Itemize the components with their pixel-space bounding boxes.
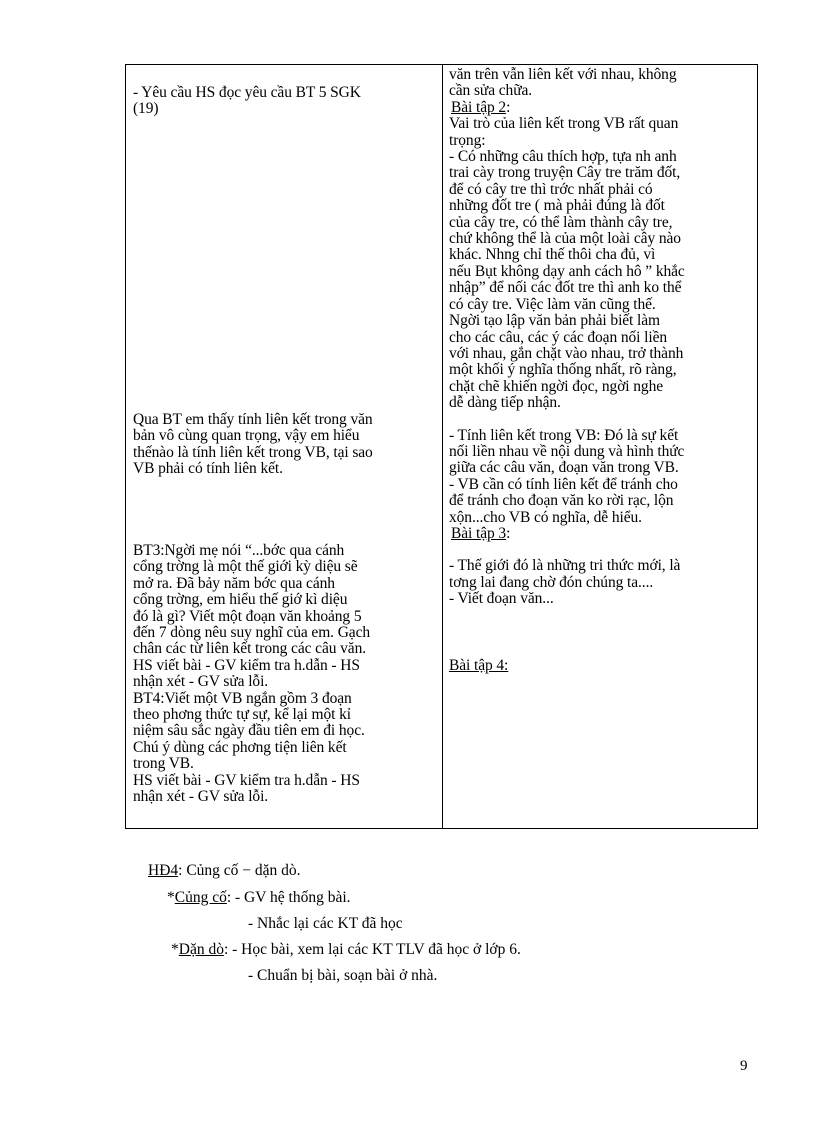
text-line: những đốt tre ( mà phải đúng là đốt bbox=[449, 197, 665, 215]
text-line: - Viết đoạn văn... bbox=[449, 590, 554, 608]
page-number: 9 bbox=[740, 1058, 748, 1074]
text-line: nhận xét - GV sửa lỗi. bbox=[133, 673, 269, 691]
right-block-1 bbox=[449, 67, 754, 100]
text-line: có cây tre. Việc làm văn cũng thế. bbox=[449, 295, 656, 313]
text-line: Vai trò của liên kết trong VB rất quan bbox=[449, 115, 679, 133]
hd4-text: : Củng cố − dặn dò. bbox=[178, 862, 301, 879]
bt2-heading-line bbox=[449, 100, 754, 116]
hd4-label: HĐ4 bbox=[148, 862, 179, 879]
text-line: Qua BT em thấy tính liên kết trong văn bbox=[133, 411, 373, 428]
left-block-1 bbox=[133, 85, 435, 118]
left-block-2 bbox=[133, 412, 435, 478]
text-line: với nhau, gắn chặt vào nhau, trở thành bbox=[449, 344, 684, 362]
text-line: - Có những câu thích hợp, tựa nh anh bbox=[449, 148, 677, 166]
text-line: để có cây tre thì trớc nhất phải có bbox=[449, 180, 653, 198]
text-line: nối liền nhau về nội dung và hình thức bbox=[449, 442, 685, 460]
text-line: trọng: bbox=[449, 131, 486, 149]
text-line: BT4:Viết một VB ngắn gồm 3 đoạn bbox=[133, 689, 352, 707]
cungco-label: Củng cố bbox=[174, 889, 227, 906]
text-line: cổng trờng là một thế giới kỳ diệu sẽ bbox=[133, 558, 358, 576]
text-line: nhập” để nối các đốt tre thì anh ko thể bbox=[449, 279, 682, 297]
text-line: (19) bbox=[133, 100, 159, 118]
text-line: xộn...cho VB có nghĩa, dễ hiểu. bbox=[449, 508, 642, 526]
bt3-heading: Bài tập 3 bbox=[451, 524, 507, 542]
text-line: giữa các câu văn, đoạn văn trong VB. bbox=[449, 459, 679, 477]
text-line: - Thế giới đó là những tri thức mới, là bbox=[449, 557, 681, 575]
danho-line bbox=[171, 940, 521, 959]
text-line: cần sửa chữa. bbox=[449, 82, 533, 100]
text-line: chân các từ liên kết trong các câu văn. bbox=[133, 640, 367, 658]
text-line: thếnào là tính liên kết trong VB, tại sao bbox=[133, 443, 373, 461]
spacer bbox=[449, 542, 754, 558]
text-line: để tránh cho đoạn văn ko rời rạc, lộn bbox=[449, 492, 674, 510]
text-line: nhận xét - GV sửa lỗi. bbox=[133, 788, 269, 806]
text-line: khác. Nhng chỉ thế thôi cha đủ, vì bbox=[449, 246, 656, 264]
danho-text: : - Học bài, xem lại các KT TLV đã học ở lớp 6. bbox=[223, 941, 521, 958]
lesson-table bbox=[125, 64, 758, 829]
text-line: mở ra. Đã bảy năm bớc qua cánh bbox=[133, 574, 335, 592]
text-line: nếu Bụt không dạy anh cách hô ” khắc bbox=[449, 262, 685, 280]
bt2-colon: : bbox=[506, 98, 511, 116]
danho-line-2: - Chuẩn bị bài, soạn bài ở nhà. bbox=[248, 967, 438, 984]
right-block-2 bbox=[449, 116, 754, 411]
text-line: chứ không thể là của một loài cây nào bbox=[449, 230, 681, 248]
cungco-line bbox=[167, 888, 351, 907]
bt4-heading: Bài tập 4: bbox=[449, 656, 509, 674]
right-block-3 bbox=[449, 428, 754, 526]
cungco-text: : - GV hệ thống bài. bbox=[226, 889, 351, 906]
bt2-heading: Bài tập 2 bbox=[451, 98, 507, 116]
hd4-line bbox=[148, 861, 301, 880]
bt3-heading-line bbox=[449, 526, 754, 542]
text-line: - VB cần có tính liên kết để tránh cho bbox=[449, 475, 678, 493]
text-line: BT3:Ngời mẹ nói “...bớc qua cánh bbox=[133, 542, 345, 559]
text-line: Chú ý dùng các phơng tiện liên kết bbox=[133, 738, 347, 756]
text-line: bản vô cùng quan trọng, vậy em hiểu bbox=[133, 427, 360, 445]
bt3-colon: : bbox=[506, 524, 511, 542]
text-line: đó là gì? Viết một đoạn văn khoảng 5 bbox=[133, 607, 362, 625]
right-block-4 bbox=[449, 558, 754, 607]
text-line: một khối ý nghĩa thống nhất, rõ ràng, bbox=[449, 361, 677, 379]
text-line: đến 7 dòng nêu suy nghĩ của em. Gạch bbox=[133, 624, 371, 642]
text-line: theo phơng thức tự sự, kể lại một kỉ bbox=[133, 706, 351, 724]
column-divider bbox=[442, 65, 443, 828]
text-line: tơng lai đang chờ đón chúng ta.... bbox=[449, 573, 654, 591]
text-line: - Tính liên kết trong VB: Đó là sự kết bbox=[449, 426, 679, 444]
text-line: HS viết bài - GV kiểm tra h.dẫn - HS bbox=[133, 656, 360, 674]
text-line: chặt chẽ khiến ngời đọc, ngời nghe bbox=[449, 377, 664, 395]
text-line: Ngời tạo lập văn bản phải biết làm bbox=[449, 312, 660, 330]
text-line: cổng trờng, em hiểu thế giớ kì diệu bbox=[133, 591, 348, 609]
left-block-3 bbox=[133, 543, 435, 806]
cungco-line-2: - Nhắc lại các KT đã học bbox=[248, 915, 403, 932]
text-line: VB phải có tính liên kết. bbox=[133, 460, 283, 478]
spacer bbox=[449, 412, 754, 428]
text-line: - Yêu cầu HS đọc yêu cầu BT 5 SGK bbox=[133, 84, 361, 101]
danho-prefix: * bbox=[171, 941, 179, 958]
danho-label: Dặn dò bbox=[178, 941, 224, 958]
text-line: cho các câu, các ý các đoạn nối liền bbox=[449, 328, 668, 346]
text-line: của cây tre, có thể làm thành cây tre, bbox=[449, 213, 673, 231]
text-line: niệm sâu sắc ngày đầu tiên em đi học. bbox=[133, 722, 365, 740]
text-line: HS viết bài - GV kiểm tra h.dẫn - HS bbox=[133, 771, 360, 789]
text-line: trai cày trong truyện Cây tre trăm đốt, bbox=[449, 164, 681, 182]
text-line: dễ dàng tiếp nhận. bbox=[449, 394, 561, 412]
text-line: trong VB. bbox=[133, 755, 194, 773]
spacer bbox=[449, 608, 754, 658]
text-line: văn trên vẫn liên kết với nhau, không bbox=[449, 66, 677, 83]
right-column bbox=[449, 67, 754, 674]
cungco-prefix: * bbox=[167, 889, 175, 906]
